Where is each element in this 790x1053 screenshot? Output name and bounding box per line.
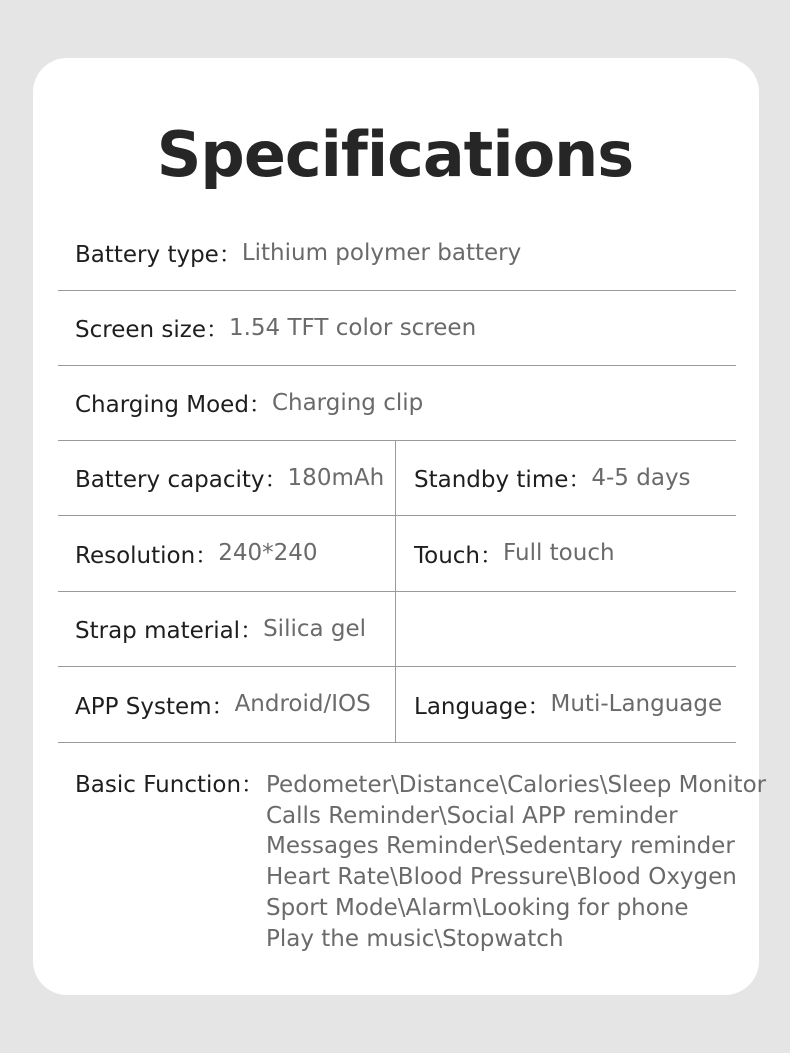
spec-value: Full touch <box>503 540 615 566</box>
spec-value: Muti-Language <box>550 691 723 717</box>
page-title: Specifications <box>156 118 634 191</box>
spec-value: Lithium polymer battery <box>241 239 522 266</box>
basic-function-line: Heart Rate\Blood Pressure\Blood Oxygen <box>266 864 737 891</box>
spec-label: APP System： <box>75 693 235 720</box>
basic-function-line: Pedometer\Distance\Calories\Sleep Monitor <box>266 772 767 798</box>
column-divider <box>395 591 396 666</box>
spec-row-battery-capacity <box>58 440 736 516</box>
column-divider <box>395 440 396 515</box>
spec-row-app-system <box>58 666 736 743</box>
basic-function-line: Sport Mode\Alarm\Looking for phone <box>266 894 689 921</box>
spec-value: 240*240 <box>218 540 318 566</box>
basic-function-list <box>266 770 766 954</box>
spec-row-strap-material <box>58 591 736 667</box>
spec-value: Charging clip <box>271 389 424 416</box>
spec-label: Strap material： <box>75 618 264 644</box>
spec-value: 4-5 days <box>591 464 691 491</box>
spec-value: Android/IOS <box>234 691 371 717</box>
spec-row-battery-type <box>58 215 736 291</box>
column-divider <box>395 515 396 591</box>
spec-row-charging-mode <box>58 365 736 441</box>
spec-label: Touch： <box>414 542 504 569</box>
spec-label: Resolution： <box>75 542 219 569</box>
spec-value: 1.54 TFT color screen <box>228 314 477 341</box>
column-divider <box>395 666 396 742</box>
spec-label: Battery capacity： <box>75 467 288 493</box>
basic-function-label: Basic Function： <box>75 772 265 798</box>
spec-label: Standby time： <box>414 467 592 493</box>
spec-row-resolution <box>58 515 736 592</box>
spec-row-screen-size <box>58 290 736 366</box>
spec-label: Screen size： <box>75 317 229 343</box>
spec-label: Charging Moed： <box>75 392 272 418</box>
basic-function-line: Calls Reminder\Social APP reminder <box>266 802 678 829</box>
spec-value: Silica gel <box>263 615 367 642</box>
basic-function-line: Play the music\Stopwatch <box>266 925 564 952</box>
spec-label: Language： <box>414 693 551 720</box>
spec-label: Battery type： <box>75 242 242 268</box>
basic-function-line: Messages Reminder\Sedentary reminder <box>266 833 735 860</box>
spec-value: 180mAh <box>287 464 385 491</box>
